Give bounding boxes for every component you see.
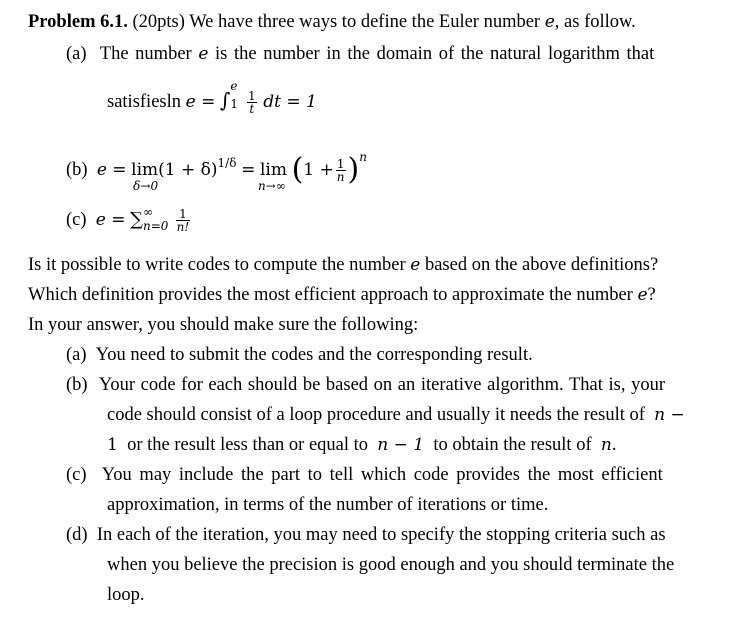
definition-a-marker: (a) xyxy=(66,44,87,64)
period: . xyxy=(611,435,617,455)
question-text: In your answer, you should make sure the following: xyxy=(28,315,419,335)
requirement-marker: (c) xyxy=(66,465,87,485)
requirement-c-line-2 xyxy=(107,495,548,516)
question-text: Is it possible to write codes to compute the number xyxy=(28,255,406,275)
limit-n xyxy=(257,160,287,193)
question-line-2 xyxy=(28,285,656,306)
limit-delta xyxy=(131,160,159,193)
requirement-a xyxy=(66,345,533,366)
formula-lhs: e = xyxy=(95,209,126,230)
requirement-text: In each of the iteration, you may need to specify the stopping criteria such as xyxy=(96,525,666,545)
requirement-b-line-3 xyxy=(107,435,616,456)
integral-upper-bound: e xyxy=(230,79,238,93)
euler-symbol: e xyxy=(410,255,421,275)
fraction-one-over-t xyxy=(247,90,257,115)
euler-symbol: e xyxy=(544,12,555,32)
euler-symbol: e xyxy=(198,44,209,64)
definition-a-text-start: The number xyxy=(99,44,192,64)
requirement-d-line-2 xyxy=(107,555,674,576)
formula-lhs: e = xyxy=(185,92,216,112)
fraction-one-over-n-factorial xyxy=(176,208,191,233)
definition-a xyxy=(66,44,654,65)
question-text: based on the above definitions? xyxy=(424,255,659,275)
requirement-text: You may include the part to tell which code provides the most efficient xyxy=(101,465,663,485)
question-text: Which definition provides the most efficient approach to approximate the number xyxy=(28,285,633,305)
formula-rhs: dt = 1 xyxy=(263,92,317,112)
requirement-b-line-2 xyxy=(107,405,685,426)
integral-symbol: ∫ xyxy=(219,88,231,112)
question-line-1 xyxy=(28,255,658,276)
requirement-b xyxy=(66,375,665,396)
sum-upper-bound: ∞ xyxy=(143,204,153,219)
limit-exponent: n xyxy=(359,150,367,164)
equals-sign: = xyxy=(241,160,256,180)
problem-heading: Problem 6.1. xyxy=(28,12,128,32)
problem-intro-end: , as follow. xyxy=(554,12,636,32)
fraction-denominator: n! xyxy=(176,220,190,234)
definition-a-formula xyxy=(107,79,317,117)
euler-symbol: e xyxy=(637,285,648,305)
fraction-one-over-n xyxy=(336,158,346,183)
definition-b xyxy=(66,148,367,193)
limit-subscript: δ→0 xyxy=(133,179,159,193)
problem-points: (20pts) xyxy=(132,12,185,32)
one-plus: 1 + xyxy=(303,160,334,180)
requirement-text: You need to submit the codes and the corresponding result. xyxy=(95,345,533,365)
requirement-c xyxy=(66,465,663,486)
integral-lower-bound: 1 xyxy=(230,97,239,111)
math-n-minus-one: n − 1 xyxy=(377,435,425,455)
requirement-marker: (d) xyxy=(66,525,88,545)
requirement-marker: (a) xyxy=(66,345,87,365)
sum-symbol: ∑ xyxy=(130,208,143,230)
problem-statement xyxy=(28,12,636,33)
requirement-d-line-3 xyxy=(107,585,145,606)
limit-expression: (1 + δ) xyxy=(158,160,218,180)
question-text: ? xyxy=(647,285,656,305)
math-n-minus: n − xyxy=(654,405,685,425)
requirement-text: code should consist of a loop procedure and usually it needs the result of xyxy=(107,405,645,425)
limit-operator: lim xyxy=(131,160,159,180)
definition-c xyxy=(66,204,192,234)
requirement-text: or the result less than or equal to xyxy=(127,435,369,455)
requirement-text: loop. xyxy=(107,585,145,605)
fraction-denominator: t xyxy=(249,102,255,117)
open-paren: ( xyxy=(291,152,304,187)
question-line-3 xyxy=(28,315,418,336)
formula-lhs: e = xyxy=(96,160,127,180)
fraction-denominator: n xyxy=(336,170,345,185)
close-paren: ) xyxy=(347,152,360,187)
limit-exponent: 1/δ xyxy=(217,156,237,170)
requirement-text: Your code for each should be based on an iterative algorithm. That is, your xyxy=(98,375,665,395)
fraction-numerator: 1 xyxy=(336,157,345,172)
definition-c-marker: (c) xyxy=(66,209,87,230)
math-n: n xyxy=(600,435,612,455)
limit-operator: lim xyxy=(259,160,287,180)
definition-a-text-line2: satisfiesln xyxy=(107,92,181,112)
definition-b-marker: (b) xyxy=(66,160,88,180)
fraction-numerator: 1 xyxy=(248,89,256,104)
fraction-numerator: 1 xyxy=(176,208,191,221)
requirement-d xyxy=(66,525,666,546)
definition-a-text-end: is the number in the domain of the natural logarithm that xyxy=(215,44,655,64)
requirement-marker: (b) xyxy=(66,375,88,395)
requirement-text: to obtain the result of xyxy=(433,435,592,455)
problem-intro: We have three ways to define the Euler number xyxy=(189,12,541,32)
requirement-text: approximation, in terms of the number of iterations or time. xyxy=(107,495,549,515)
requirement-text: when you believe the precision is good enough and you should terminate the xyxy=(107,555,675,575)
math-one: 1 xyxy=(107,435,118,455)
limit-subscript: n→∞ xyxy=(257,179,286,193)
sum-lower-bound: n=0 xyxy=(143,218,169,233)
